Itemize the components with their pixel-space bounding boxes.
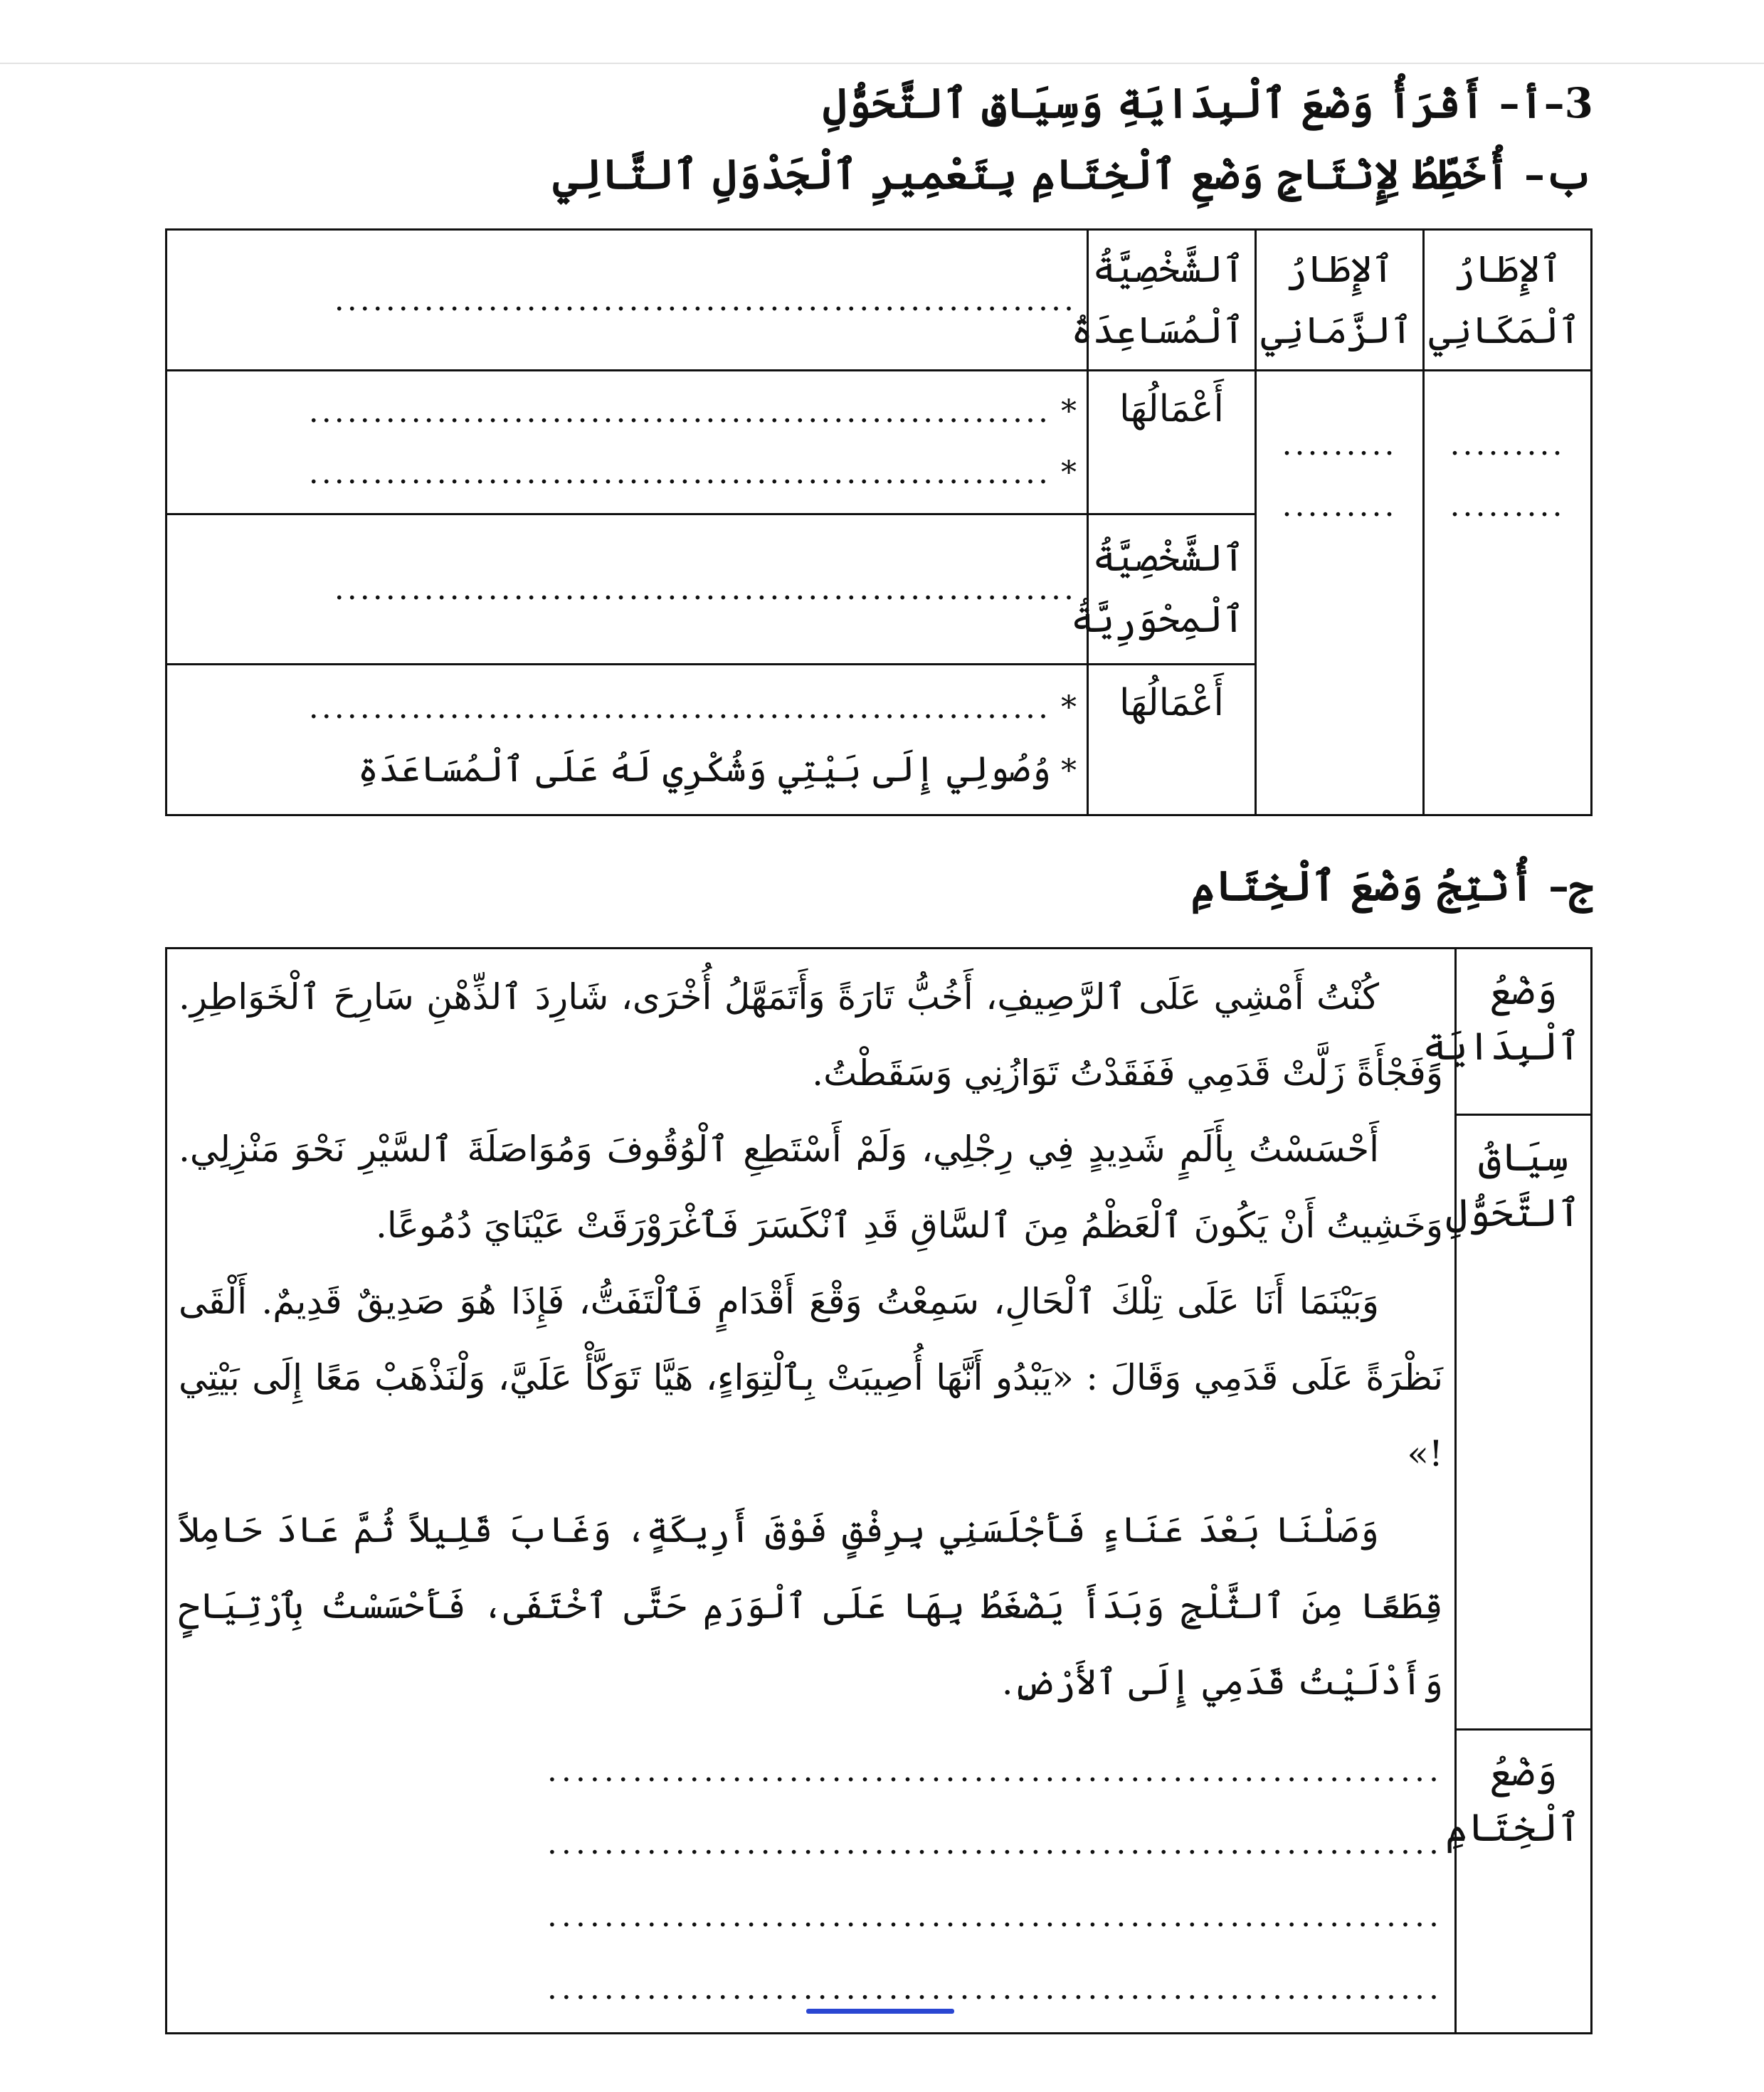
main-character-answer[interactable] [167,514,1088,665]
top-divider [0,63,1764,64]
page-indicator-bar [806,2009,954,2014]
transition-label: سِيَاقُ ٱلتَّحَوُّلِ [1456,1114,1592,1729]
answer-dotted-line: ............................................................... [546,1825,1443,1861]
bullet-star: * [1061,393,1077,430]
time-frame-answer[interactable] [1256,371,1424,815]
answer-dotted-line: ............................................................... [546,1753,1443,1789]
place-frame-header: ٱلإِطَارُ ٱلْمَكَانِي [1424,230,1592,371]
action-line [177,381,1077,443]
bullet-star: * [1061,454,1077,491]
answer-dotted-line: .......................................................... [308,454,1051,491]
answer-dotted-line: .......................................................... [308,690,1051,726]
helper-actions-label: أَعْمَالُهَا [1088,371,1256,514]
answer-dotted-line: .......................................................... [334,571,1077,607]
ending-label: وَضْعُ ٱلْخِتَامِ [1456,1729,1592,2033]
exercise-heading-b: ب– أُخَطِّطُ لِإِنْتَاجِ وَضْعِ ٱلْخِتَامِ بِتَعْمِيرِ ٱلْجَدْوَلِ ٱلتَّالِي [553,150,1593,199]
answer-dotted-line: ............................................................... [546,1970,1443,2007]
answer-dotted-line: ......... [1449,426,1565,463]
story-paragraph: وَصَلْنَا بَعْدَ عَنَاءٍ فَأَجْلَسَنِي بِرِفْقٍ فَوْقَ أَرِيكَةٍ، وَغَابَ قَلِيلاً ثُمَّ عَادَ حَامِلاً قِطَعًا مِنَ ٱلثَّلْجِ وَبَدَأَ يَضْغَطُ بِهَا عَلَى ٱلْوَرَمِ حَتَّى ٱخْتَفَى، فَأَحْسَسْتُ بِٱرْتِيَاحٍ وَأَدْلَيْتُ قَدَمِي إِلَى ٱلأَرْضِ. [179,1509,1443,1703]
story-table [165,947,1593,2034]
action-line [177,443,1077,504]
story-paragraph: أَحْسَسْتُ بِأَلَمٍ شَدِيدٍ فِي رِجْلِي، وَلَمْ أَسْتَطِعِ ٱلْوُقُوفَ وَمُوَاصَلَةَ ٱلسَّيْرِ نَحْوَ مَنْزِلِي. وَخَشِيتُ أَنْ يَكُونَ ٱلْعَظْمُ مِنَ ٱلسَّاقِ قَدِ ٱنْكَسَرَ فَٱغْرَوْرَقَتْ عَيْنَايَ دُمُوعًا. [179,1129,1443,1246]
story-text-cell [167,949,1456,2034]
answer-dotted-line: .......................................................... [308,393,1051,430]
place-frame-answer[interactable] [1424,371,1592,815]
action-line [177,677,1077,739]
bullet-star: * [1061,690,1077,726]
time-frame-header: ٱلإِطَارُ ٱلزَّمَانِي [1256,230,1424,371]
planning-table [165,228,1593,816]
answer-dotted-line: ............................................................... [546,1898,1443,1934]
answer-dotted-line: ......... [1282,426,1398,463]
exercise-heading-a: 3–أ– أَقْرَأُ وَضْعَ ٱلْبِدَايَةِ وَسِيَاقِ ٱلتَّحَوُّلِ [823,79,1593,127]
ending-answer-lines[interactable] [179,1735,1443,2025]
story-paragraph: كُنْتُ أَمْشِي عَلَى ٱلرَّصِيفِ، أَخُبُّ تَارَةً وَأَتَمَهَّلُ أُخْرَى، شَارِدَ ٱلذِّهْنِ سَارِحَ ٱلْخَوَاطِرِ. وَفَجْأَةً زَلَّتْ قَدَمِي فَفَقَدْتُ تَوَازُنِي وَسَقَطْتُ. [179,976,1443,1094]
action-line [177,739,1077,802]
answer-dotted-line: ......... [1449,487,1565,524]
main-character-label: ٱلشَّخْصِيَّةُ ٱلْمِحْوَرِيَّةُ [1088,514,1256,665]
answer-dotted-line: .......................................................... [334,281,1077,318]
helper-actions-answer[interactable] [167,371,1088,514]
answer-dotted-line: ......... [1282,487,1398,524]
main-actions-label: أَعْمَالُهَا [1088,665,1256,815]
helper-character-label: ٱلشَّخْصِيَّةُ ٱلْمُسَاعِدَةُ [1088,230,1256,371]
story-paragraph: وَبَيْنَمَا أَنَا عَلَى تِلْكَ ٱلْحَالِ، سَمِعْتُ وَقْعَ أَقْدَامٍ فَٱلْتَفَتُّ، فَإِذَا هُوَ صَدِيقٌ قَدِيمٌ. أَلْقَى نَظْرَةً عَلَى قَدَمِي وَقَالَ : «يَبْدُو أَنَّهَا أُصِيبَتْ بِٱلْتِوَاءٍ، هَيَّا تَوَكَّأْ عَلَيَّ، وَلْنَذْهَبْ مَعًا إِلَى بَيْتِي !» [179,1281,1443,1474]
beginning-label: وَضْعُ ٱلْبِدَايَةِ [1456,949,1592,1115]
helper-character-answer[interactable] [167,230,1088,371]
bullet-star: * [1061,753,1077,789]
main-actions-answer[interactable] [167,665,1088,815]
given-action-text: وُصُولِي إِلَى بَيْتِي وَشُكْرِي لَهُ عَلَى ٱلْمُسَاعَدَةِ [357,749,1051,790]
exercise-heading-c: ج– أُنْتِجُ وَضْعَ ٱلْخِتَامِ [1190,862,1593,910]
